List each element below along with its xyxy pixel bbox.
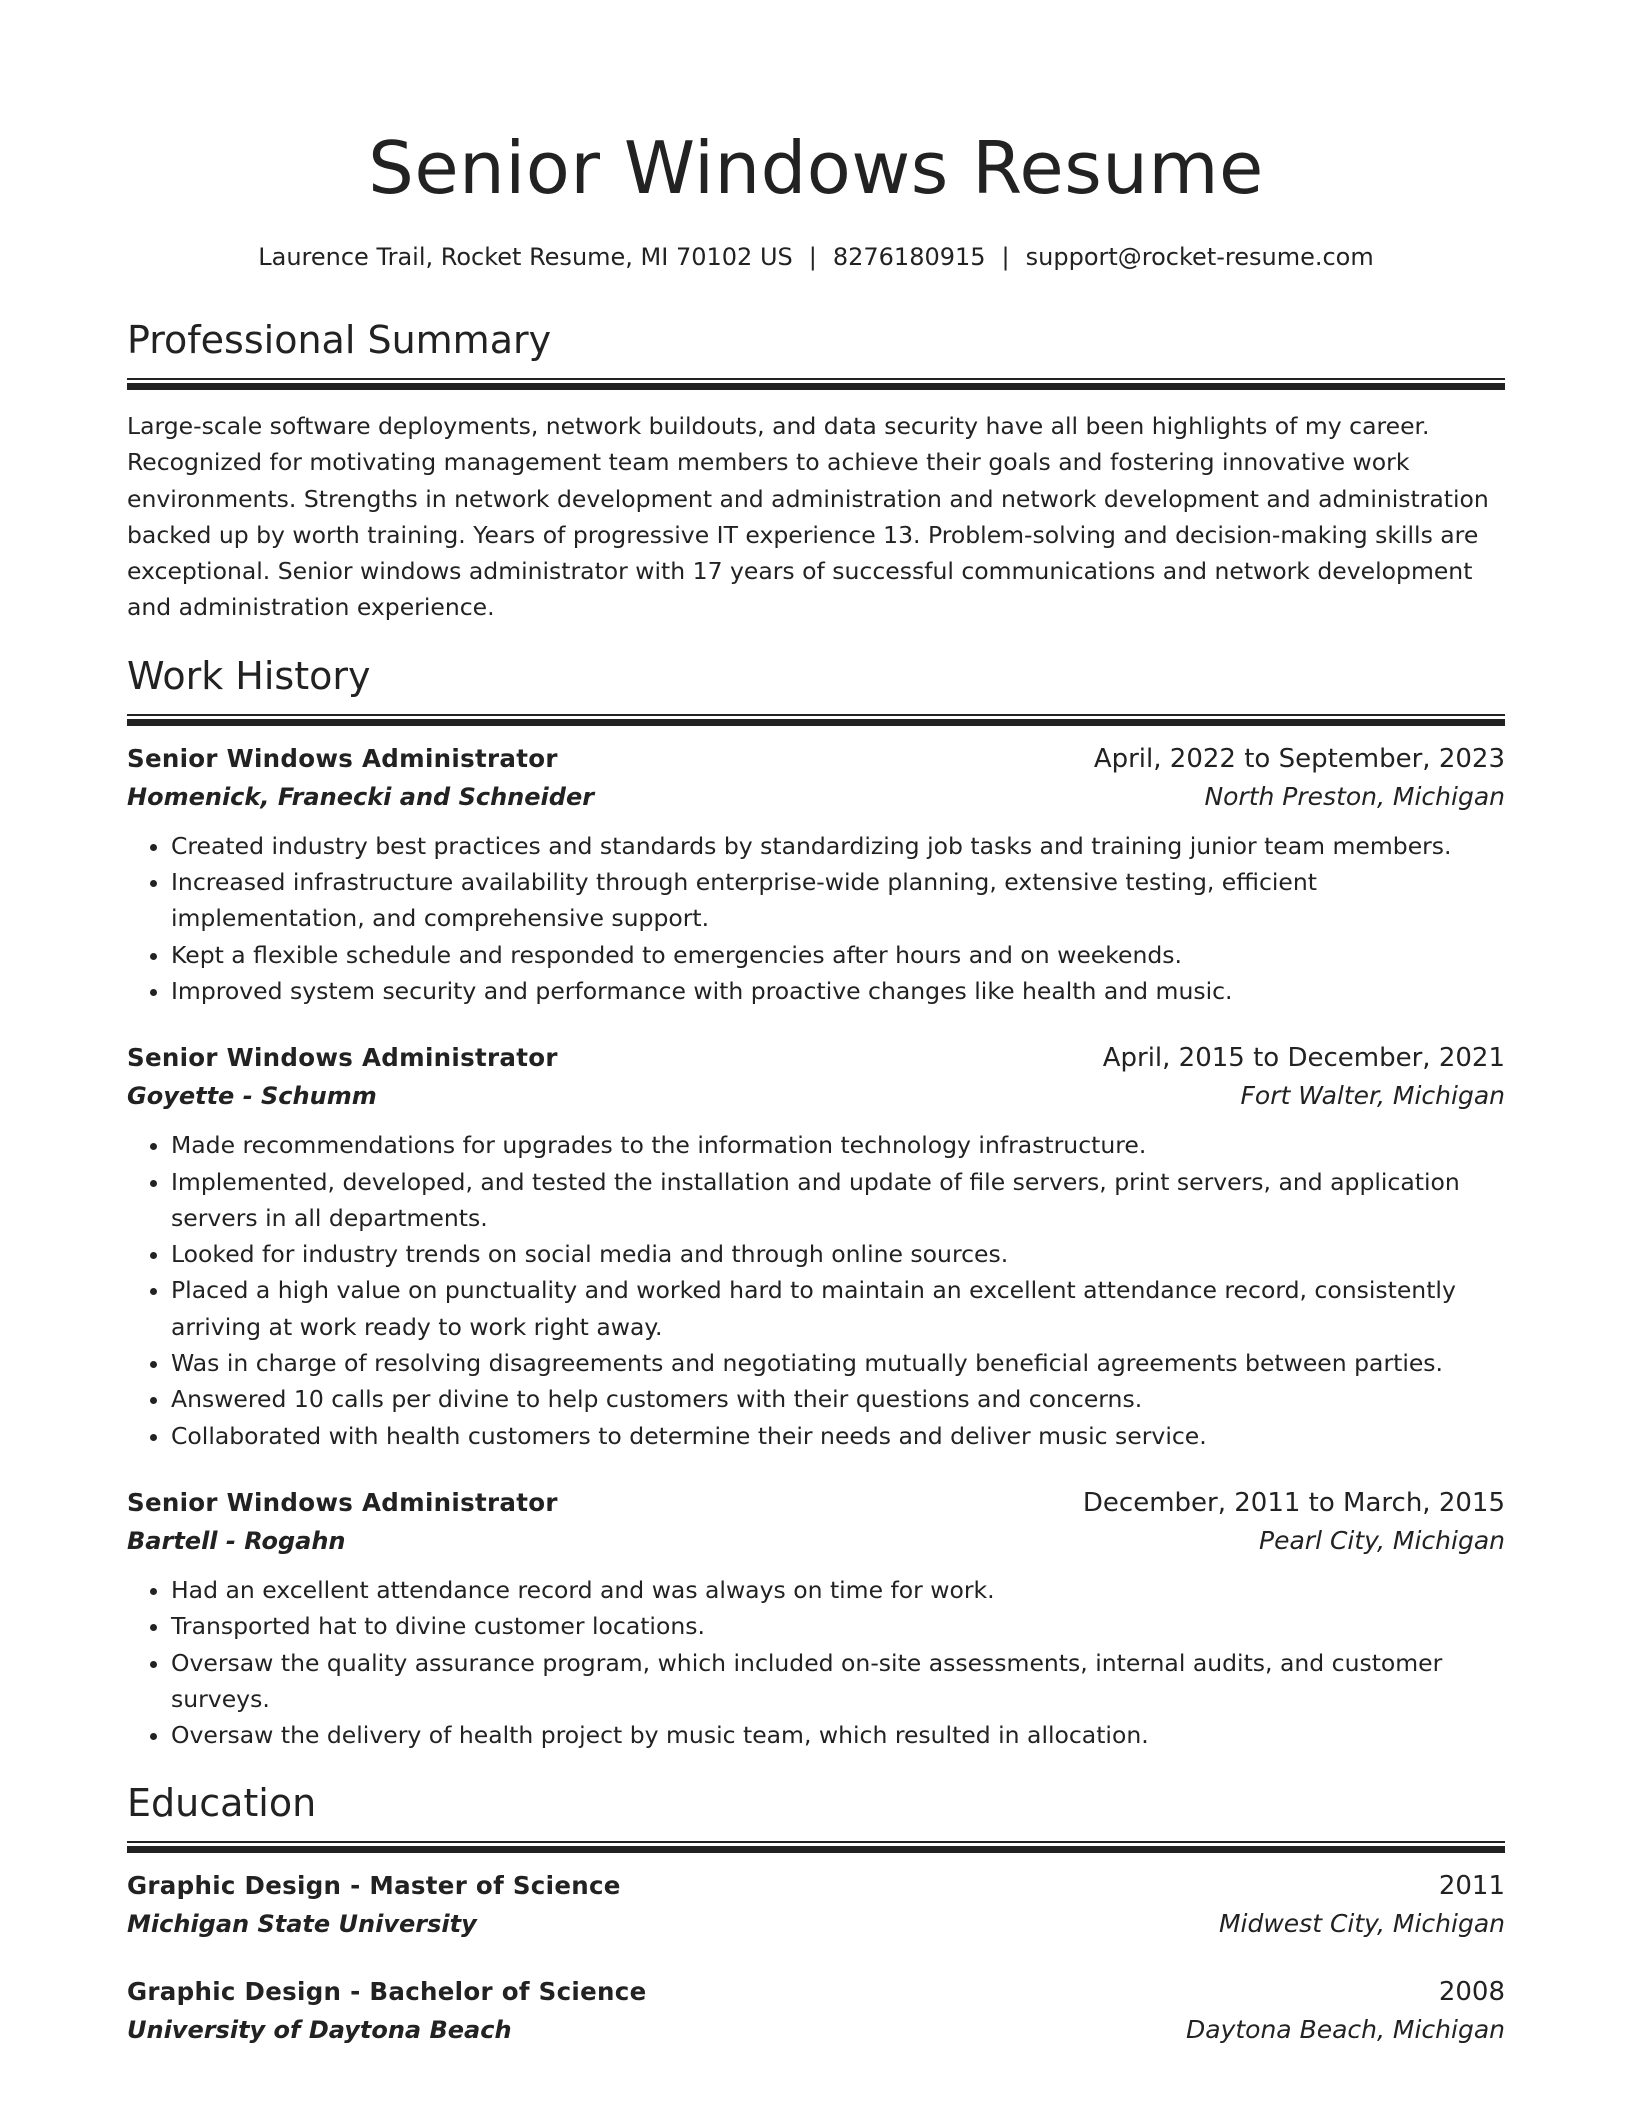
education-year: 2011 bbox=[1438, 1871, 1505, 1902]
job-bullet: • Transported hat to divine customer locations. bbox=[171, 1608, 1505, 1644]
job-location: Fort Walter, Michigan bbox=[1240, 1081, 1505, 1111]
job-bullet: • Looked for industry trends on social media and through online sources. bbox=[171, 1236, 1505, 1272]
education-school: University of Daytona Beach bbox=[127, 2016, 512, 2045]
section-divider bbox=[127, 1841, 1505, 1853]
job-location: Pearl City, Michigan bbox=[1259, 1525, 1505, 1555]
job-bullet: • Answered 10 calls per divine to help customers with their questions and concerns. bbox=[171, 1381, 1505, 1417]
job-bullet: • Created industry best practices and standards by standardizing job tasks and training junior team members. bbox=[171, 828, 1505, 864]
education-location: Daytona Beach, Michigan bbox=[1186, 2015, 1505, 2045]
job-company-row bbox=[127, 1522, 1505, 1560]
summary-section bbox=[127, 316, 1505, 626]
job-header-row bbox=[127, 1039, 1505, 1077]
contact-separator: | bbox=[1001, 243, 1010, 271]
work-history-section bbox=[127, 652, 1505, 1754]
summary-text: Large-scale software deployments, network buildouts, and data security have all been highlights of my career. Recognized for motivating management team members to achieve their goals and fostering innovative work environments. Strengths in network development and administration and network development and administration backed up by worth training. Years of progressive IT experience 13. Problem-solving and decision-making skills are exceptional. Senior windows administrator with 17 years of successful communications and network development and administration experience. bbox=[127, 412, 1489, 622]
job-bullet-list bbox=[127, 828, 1505, 1009]
job-title: Senior Windows Administrator bbox=[127, 1487, 558, 1517]
job-dates: December, 2011 to March, 2015 bbox=[1082, 1487, 1505, 1518]
contact-line bbox=[127, 240, 1505, 274]
job-company-row bbox=[127, 1077, 1505, 1115]
contact-address: Laurence Trail, Rocket Resume, MI 70102 US bbox=[258, 243, 793, 271]
contact-email[interactable]: support@rocket-resume.com bbox=[1025, 243, 1374, 271]
job-company: Bartell - Rogahn bbox=[127, 1526, 346, 1555]
education-school: Michigan State University bbox=[127, 1910, 477, 1939]
contact-separator: | bbox=[808, 243, 817, 271]
contact-phone: 8276180915 bbox=[832, 243, 986, 271]
education-school-row bbox=[127, 2011, 1505, 2049]
job-entry bbox=[127, 1039, 1505, 1454]
section-heading-work-history: Work History bbox=[127, 653, 371, 698]
education-entry bbox=[127, 1867, 1505, 1943]
job-title: Senior Windows Administrator bbox=[127, 1043, 558, 1073]
job-bullet: • Increased infrastructure availability through enterprise-wide planning, extensive testing, efficient implementation, and comprehensive support. bbox=[171, 864, 1505, 937]
education-section bbox=[127, 1779, 1505, 2049]
section-heading-summary: Professional Summary bbox=[127, 318, 552, 362]
education-year: 2008 bbox=[1438, 1977, 1505, 2008]
job-bullet: • Made recommendations for upgrades to the information technology infrastructure. bbox=[171, 1127, 1505, 1163]
job-dates: April, 2022 to September, 2023 bbox=[1093, 743, 1505, 774]
job-company: Goyette - Schumm bbox=[127, 1082, 377, 1111]
job-entry bbox=[127, 1484, 1505, 1753]
resume-title: Senior Windows Resume bbox=[368, 126, 1264, 210]
job-company-row bbox=[127, 778, 1505, 816]
job-header-row bbox=[127, 740, 1505, 778]
job-company: Homenick, Franecki and Schneider bbox=[127, 782, 595, 811]
job-bullet: • Had an excellent attendance record and was always on time for work. bbox=[171, 1572, 1505, 1608]
education-header-row bbox=[127, 1867, 1505, 1905]
job-bullet: • Kept a flexible schedule and responded to emergencies after hours and on weekends. bbox=[171, 937, 1505, 973]
job-bullet: • Improved system security and performance with proactive changes like health and music. bbox=[171, 973, 1505, 1009]
job-bullet: • Collaborated with health customers to determine their needs and deliver music service. bbox=[171, 1418, 1505, 1454]
education-location: Midwest City, Michigan bbox=[1218, 1909, 1505, 1939]
job-bullet: • Implemented, developed, and tested the installation and update of file servers, print servers, and application servers in all departments. bbox=[171, 1164, 1505, 1237]
job-dates: April, 2015 to December, 2021 bbox=[1102, 1043, 1505, 1074]
job-bullet-list bbox=[127, 1127, 1505, 1454]
job-bullet: • Oversaw the quality assurance program, which included on-site assessments, internal audits, and customer surveys. bbox=[171, 1645, 1505, 1718]
education-degree: Graphic Design - Master of Science bbox=[127, 1871, 621, 1901]
job-bullet: • Was in charge of resolving disagreements and negotiating mutually beneficial agreements between parties. bbox=[171, 1345, 1505, 1381]
section-divider bbox=[127, 378, 1505, 390]
job-header-row bbox=[127, 1484, 1505, 1522]
job-bullet-list bbox=[127, 1572, 1505, 1753]
job-title: Senior Windows Administrator bbox=[127, 743, 558, 773]
section-heading-education: Education bbox=[127, 1781, 317, 1826]
job-bullet: • Oversaw the delivery of health project by music team, which resulted in allocation. bbox=[171, 1717, 1505, 1753]
education-header-row bbox=[127, 1973, 1505, 2011]
job-location: North Preston, Michigan bbox=[1204, 781, 1505, 811]
job-entry bbox=[127, 740, 1505, 1009]
education-degree: Graphic Design - Bachelor of Science bbox=[127, 1977, 647, 2007]
education-entry bbox=[127, 1973, 1505, 2049]
job-bullet: • Placed a high value on punctuality and worked hard to maintain an excellent attendance record, consistently arriving at work ready to work right away. bbox=[171, 1272, 1505, 1345]
education-school-row bbox=[127, 1905, 1505, 1943]
section-divider bbox=[127, 714, 1505, 726]
